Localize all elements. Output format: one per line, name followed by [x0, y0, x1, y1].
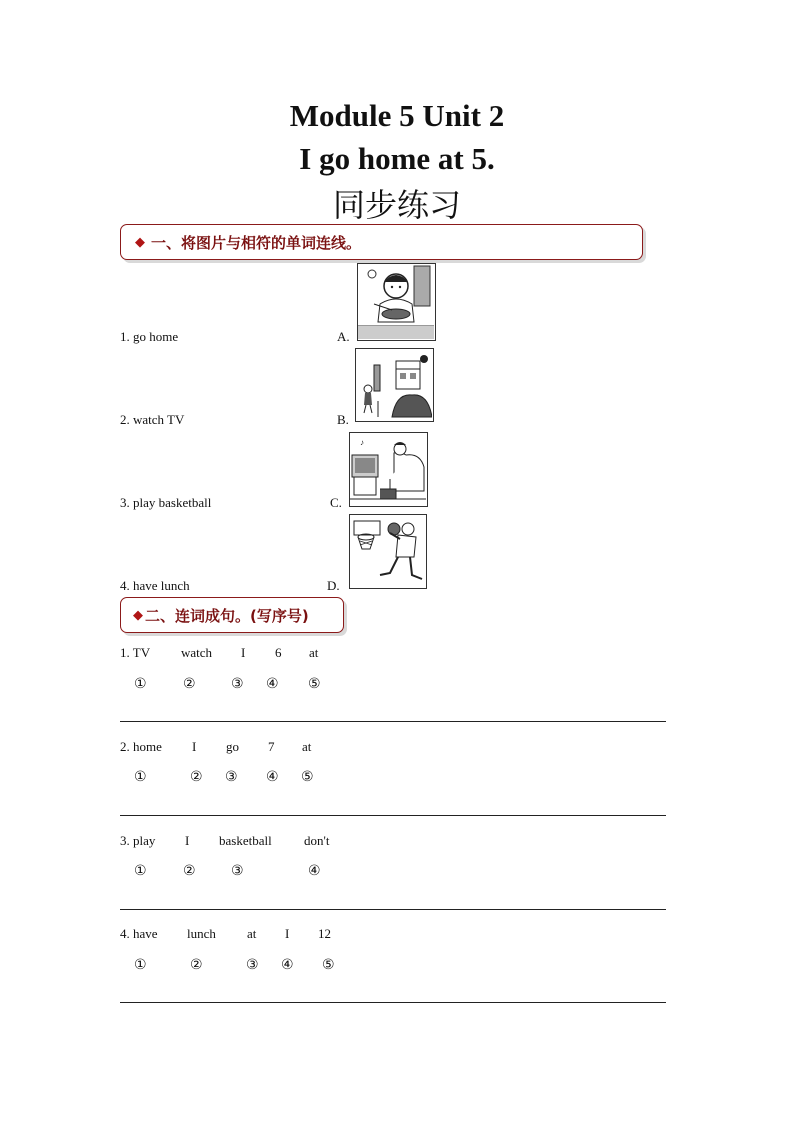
q2-mark-4: ④: [266, 769, 279, 785]
title-line-2: I go home at 5.: [299, 141, 495, 176]
match-item-1: 1. go home: [120, 329, 179, 344]
q4-mark-5: ⑤: [322, 957, 335, 973]
q4-mark-4: ④: [281, 957, 294, 973]
q1-word-1: 1. TV: [120, 645, 151, 660]
match-letter-c: C.: [330, 495, 342, 510]
picture-a-boy-eating: [357, 263, 436, 341]
q4-word-1: 4. have: [120, 926, 158, 941]
section2-banner: [120, 597, 344, 633]
q4-mark-2: ②: [190, 957, 203, 973]
match-letter-b: B.: [337, 412, 349, 427]
q4-word-4: I: [285, 926, 290, 941]
q4-word-2: lunch: [187, 926, 216, 941]
svg-text:♪: ♪: [360, 438, 364, 447]
q3-mark-2: ②: [183, 863, 196, 879]
q3-mark-1: ①: [134, 863, 147, 879]
match-item-2: 2. watch TV: [120, 412, 185, 427]
diamond-icon: ◆: [135, 234, 145, 250]
picture-b-child-house: [355, 348, 434, 422]
q2-mark-2: ②: [190, 769, 203, 785]
q1-word-5: at: [309, 645, 319, 660]
q3-word-1: 3. play: [120, 833, 156, 848]
section1-banner: [120, 224, 643, 260]
match-letter-d: D.: [327, 578, 340, 593]
match-letter-a: A.: [337, 329, 350, 344]
q3-mark-3: ③: [231, 863, 244, 879]
q2-word-4: 7: [268, 739, 275, 754]
match-item-3: 3. play basketball: [120, 495, 212, 510]
q1-mark-2: ②: [183, 676, 196, 692]
q1-word-3: I: [241, 645, 246, 660]
q2-answer-line[interactable]: [120, 815, 666, 816]
q4-answer-line[interactable]: [120, 1002, 666, 1003]
picture-c-man-tv: [349, 432, 428, 507]
q2-mark-5: ⑤: [301, 769, 314, 785]
q3-word-3: basketball: [219, 833, 272, 848]
section1-heading: 一、将图片与相符的单词连线。: [151, 233, 362, 252]
q3-word-4: don't: [304, 833, 330, 848]
q3-word-2: I: [185, 833, 190, 848]
title-line-1: Module 5 Unit 2: [289, 98, 505, 133]
section2-heading: 二、连词成句。(写序号): [145, 606, 309, 625]
q2-word-2: I: [192, 739, 197, 754]
q4-word-3: at: [247, 926, 257, 941]
q4-mark-3: ③: [246, 957, 259, 973]
q4-mark-1: ①: [134, 957, 147, 973]
q2-mark-3: ③: [225, 769, 238, 785]
q3-answer-line[interactable]: [120, 909, 666, 910]
q2-word-1: 2. home: [120, 739, 162, 754]
q1-answer-line[interactable]: [120, 721, 666, 722]
q1-mark-3: ③: [231, 676, 244, 692]
q1-mark-5: ⑤: [308, 676, 321, 692]
q1-mark-4: ④: [266, 676, 279, 692]
q2-word-3: go: [226, 739, 239, 754]
picture-d-basketball: [349, 514, 427, 589]
q3-mark-4: ④: [308, 863, 321, 879]
q1-word-4: 6: [275, 645, 282, 660]
q4-word-5: 12: [318, 926, 331, 941]
q1-word-2: watch: [181, 645, 213, 660]
q2-mark-1: ①: [134, 769, 147, 785]
title-line-3: 同步练习: [332, 186, 461, 224]
diamond-icon: ◆: [133, 607, 143, 623]
q2-word-5: at: [302, 739, 312, 754]
q1-mark-1: ①: [134, 676, 147, 692]
match-item-4: 4. have lunch: [120, 578, 190, 593]
